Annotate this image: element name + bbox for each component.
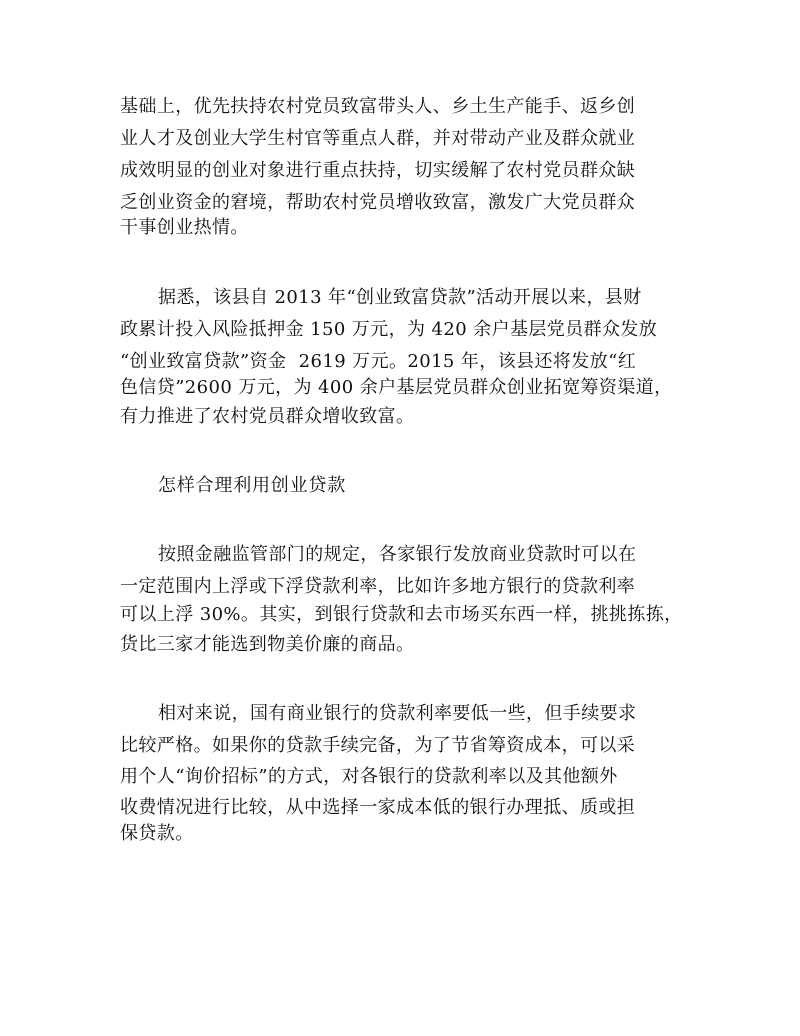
- paragraph-line: 干事创业热情。: [120, 217, 249, 238]
- paragraph-line: 收费情况进行比较，从中选择一家成本低的银行办理抵、质或担: [120, 797, 636, 818]
- paragraph-line: “创业致富贷款”资金 2619 万元。2015 年，该县还将发放“红: [120, 351, 637, 372]
- paragraph-line: 相对来说，国有商业银行的贷款利率要低一些，但手续要求: [158, 703, 637, 724]
- paragraph-line: 比较严格。如果你的贷款手续完备，为了节省筹资成本，可以采: [120, 735, 636, 756]
- paragraph-line: 色信贷”2600 万元，为 400 余户基层党员群众创业拓宽筹资渠道，: [120, 377, 673, 398]
- paragraph-line: 一定范围内上浮或下浮贷款利率，比如许多地方银行的贷款利率: [120, 576, 636, 597]
- section-heading-text: 怎样合理利用创业贷款: [158, 475, 346, 496]
- paragraph-line: 可以上浮 30%。其实，到银行贷款和去市场买东西一样，挑挑拣拣，: [120, 604, 683, 625]
- paragraph-line: 有力推进了农村党员群众增收致富。: [120, 406, 415, 427]
- paragraph-line: 业人才及创业大学生村官等重点人群，并对带动产业及群众就业: [120, 128, 636, 149]
- paragraph-line: 用个人“询价招标”的方式，对各银行的贷款利率以及其他额外: [120, 766, 618, 787]
- paragraph-line: 基础上，优先扶持农村党员致富带头人、乡土生产能手、返乡创: [120, 96, 636, 117]
- paragraph-line: 政累计投入风险抵押金 150 万元，为 420 余户基层党员群众发放: [120, 319, 658, 340]
- paragraph-line: 成效明显的创业对象进行重点扶持，切实缓解了农村党员群众缺: [120, 160, 636, 181]
- paragraph-line: 据悉，该县自 2013 年“创业致富贷款”活动开展以来，县财: [158, 287, 642, 308]
- paragraph-line: 货比三家才能选到物美价廉的商品。: [120, 634, 415, 655]
- paragraph-line: 保贷款。: [120, 823, 194, 844]
- paragraph-line: 按照金融监管部门的规定，各家银行发放商业贷款时可以在: [158, 544, 637, 565]
- paragraph-line: 乏创业资金的窘境，帮助农村党员增收致富，激发广大党员群众: [120, 192, 636, 213]
